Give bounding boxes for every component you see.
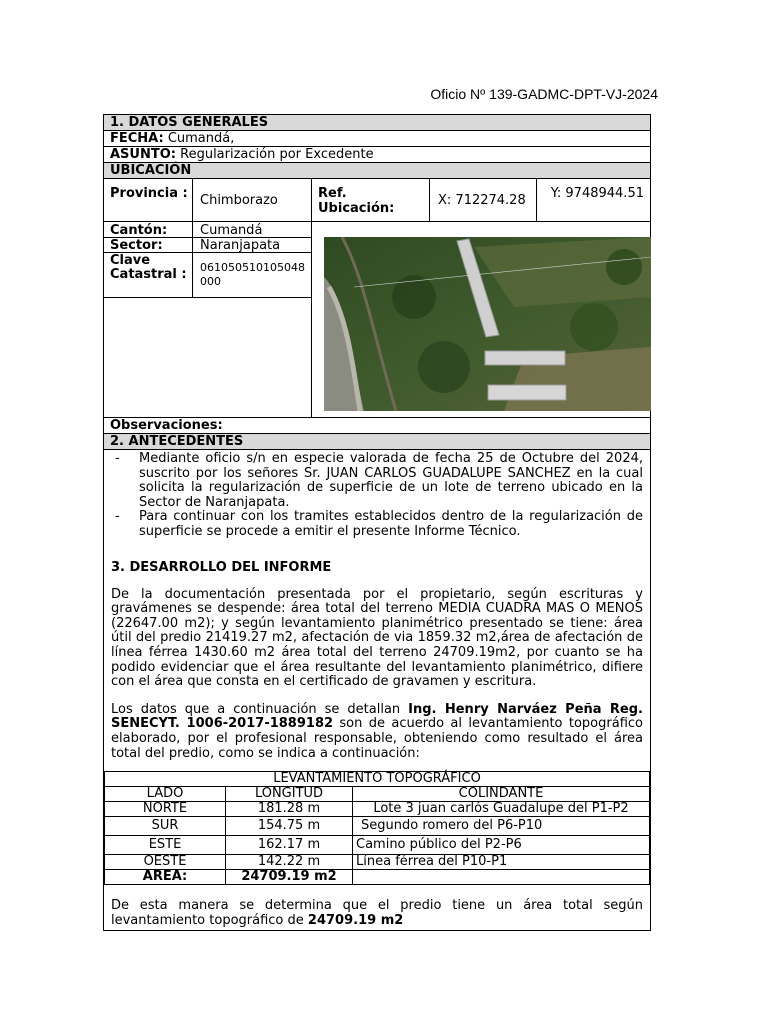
area-value: 24709.19 m2 [226,870,353,885]
conclusion-paragraph [111,899,643,930]
sector-value: Naranjapata [200,238,281,253]
header-longitud: LONGITUD [226,787,353,802]
fecha-value: Cumandá, [167,131,235,146]
area-empty-cell [353,870,650,885]
antecedente-item: - Mediante oficio s/n en especie valorada de fecha 25 de Octubre del 2024, suscrito por los señores Sr. JUAN CARLOS GUADALUPE SANCHEZ en la cual solicita la regularización de superficie de un lote de terreno ubicado en la Sector de Naranjapata. [111,452,643,510]
table-row [105,836,650,855]
fecha-row [104,131,650,147]
colindante-cell: Línea férrea del P10-P1 [353,855,650,870]
lado-cell: OESTE [105,855,226,870]
para2-text-b: son de acuerdo al levantamiento topográfico elaborado, por el profesional responsable, obteniendo como resultado el área total del predio, como se indica a continuación: [111,716,643,761]
observaciones-row: Observaciones: [104,418,650,434]
clave-catastral-label: Clave Catastral : [110,253,187,282]
lado-cell: NORTE [105,802,226,817]
asunto-label: ASUNTO: [110,147,176,162]
header-lado: LADO [105,787,226,802]
section-desarrollo: 3. DESARROLLO DEL INFORME [111,559,332,575]
asunto-value: Regularización por Excedente [180,147,374,162]
para2-engineer: Ing. Henry Narváez Peña Reg. SENECYT. 1006-2017-1889182 [111,701,643,732]
colindante-cell: Camino público del P2-P6 [353,836,650,855]
header-colindante: COLINDANTE [353,787,650,802]
aerial-photo [324,237,651,411]
conclusion-text: De esta manera se determina que el predio tiene un área total según levantamiento topográfico de [111,898,643,928]
para2-text-a: Los datos que a continuación se detallan [111,701,409,717]
clave-catastral-value: 061050510105048000 [200,261,305,288]
canton-value: Cumandá [200,223,263,238]
desarrollo-paragraph-1: De la documentación presentada por el propietario, según escrituras y gravámenes se despende: área total del terreno MEDIA CUADRA MAS O MENOS (22647.00 m2); y según levantamiento planimétrico presentado se tiene: área útil del predio 21419.27 m2, afectación de via 1859.32 m2,área de afectación de línea férrea 1430.60 m2 área total del terreno 24709.19m2, por cuanto se ha podido evidenciar que el área resultante del levantamiento planimétrico, difiere con el área que consta en el certificado de gravamen y escritura. [111,586,643,690]
table-row [105,802,650,817]
levantamiento-table [104,771,650,885]
sector-label: Sector: [110,238,163,253]
report-form [103,114,651,931]
longitud-cell: 154.75 m [226,817,353,836]
antecedente-item: - Para continuar con los tramites establecidos dentro de la regularización de superficie se procede a emitir el presente Informe Técnico. [111,510,643,539]
colindante-cell: Segundo romero del P6-P10 [353,817,650,836]
coord-y: Y: 9748944.51 [550,186,644,201]
topo-title: LEVANTAMIENTO TOPOGRÁFICO [105,772,650,787]
lado-cell: SUR [105,817,226,836]
section-ubicacion: UBICACIÓN [104,163,650,179]
conclusion-area: 24709.19 m2 [307,912,404,928]
coord-x: X: 712274.28 [438,193,526,208]
provincia-label: Provincia : [110,186,188,201]
area-row [105,870,650,885]
provincia-value: Chimborazo [200,193,278,208]
colindante-cell: Lote 3 juan carlós Guadalupe del P1-P2 [353,802,650,817]
longitud-cell: 181.28 m [226,802,353,817]
oficio-number: Oficio Nº 139-GADMC-DPT-VJ-2024 [430,86,658,102]
fecha-label: FECHA: [110,131,164,146]
table-row [105,855,650,870]
desarrollo-paragraph-2 [111,703,643,761]
ubicacion-block [104,179,650,418]
area-label: AREA: [105,870,226,885]
aerial-photo-image [324,237,651,411]
antecedentes-list [104,450,650,540]
ref-ubicacion-label: Ref. Ubicación: [318,186,395,216]
table-row [105,817,650,836]
section-antecedentes: 2. ANTECEDENTES [104,434,650,450]
asunto-row [104,147,650,163]
longitud-cell: 162.17 m [226,836,353,855]
canton-label: Cantón: [110,223,168,238]
lado-cell: ESTE [105,836,226,855]
longitud-cell: 142.22 m [226,855,353,870]
section-datos-generales: 1. DATOS GENERALES [104,115,650,131]
